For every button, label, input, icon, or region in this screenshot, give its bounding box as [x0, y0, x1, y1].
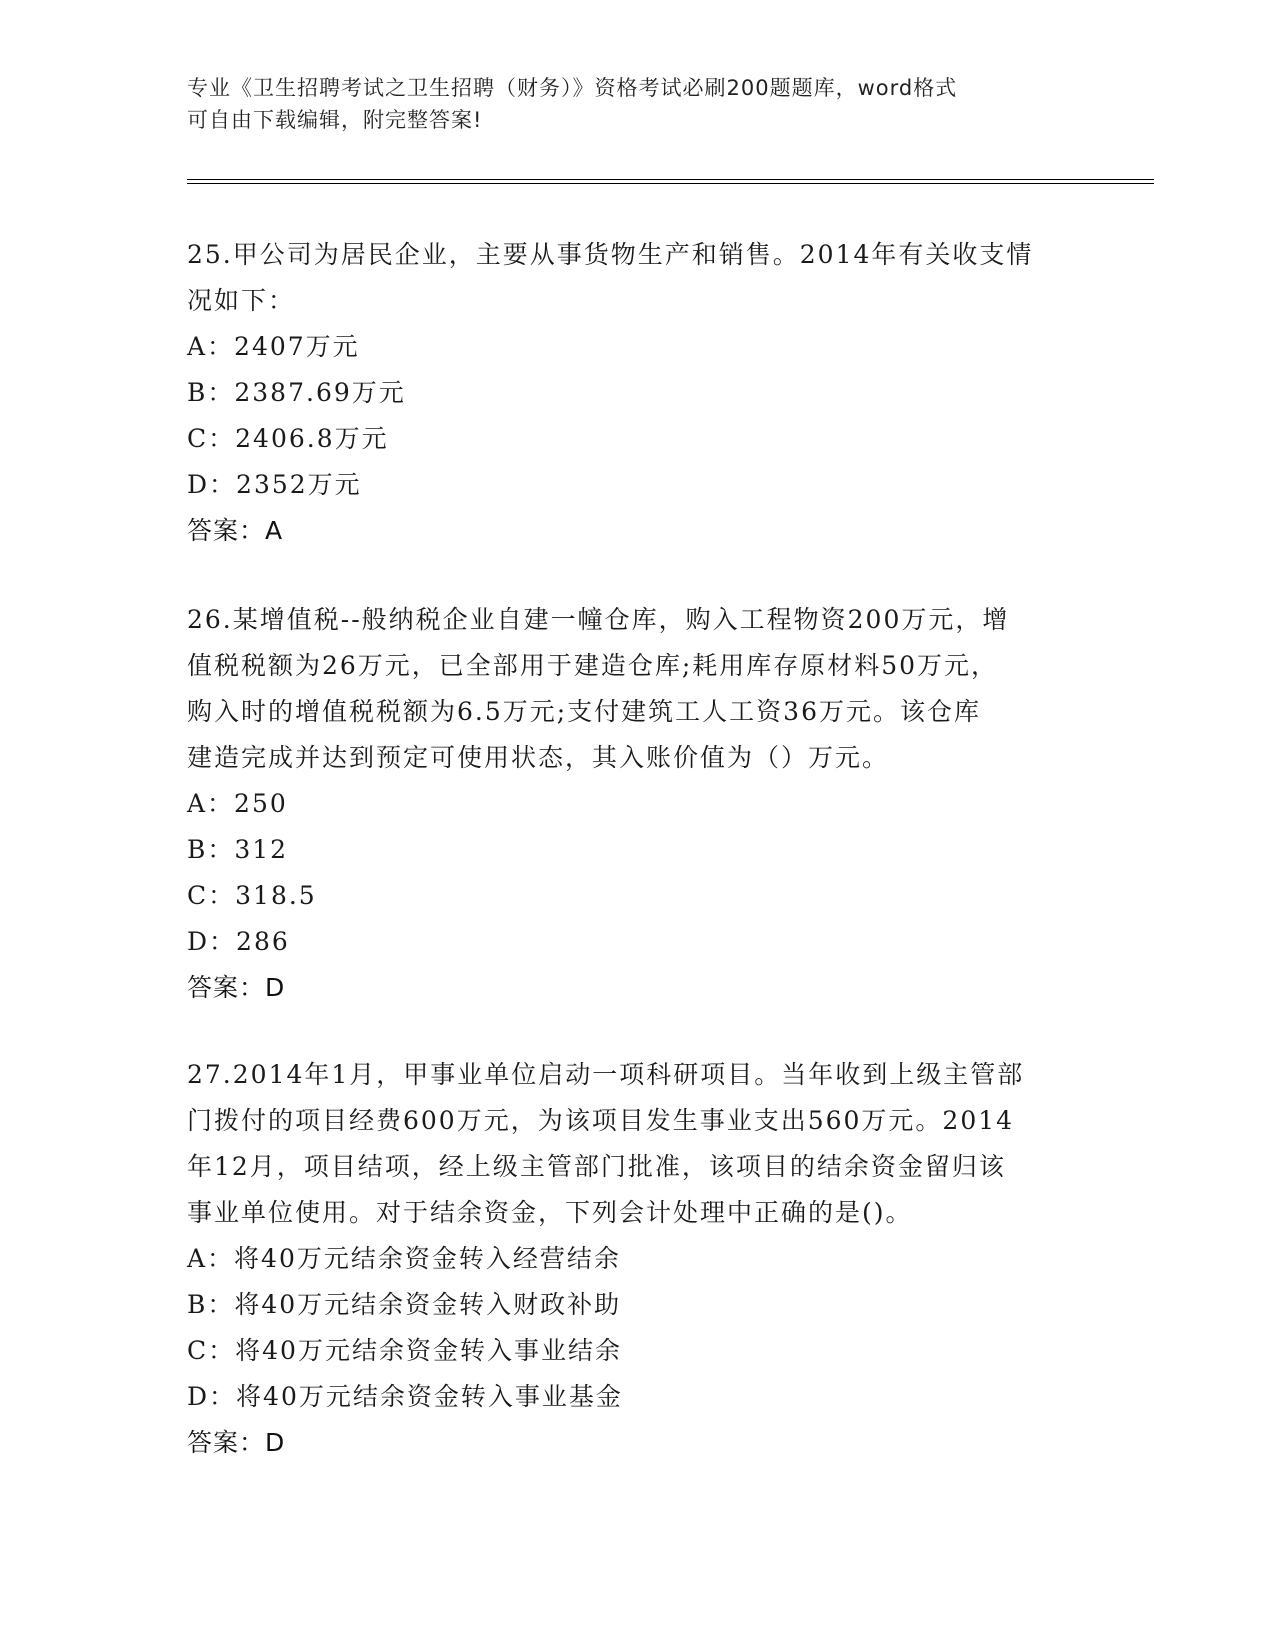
option-d: D：将40万元结余资金转入事业基金 [187, 1382, 623, 1411]
header-divider-bottom [187, 183, 1154, 184]
header-line-2: 可自由下载编辑，附完整答案! [187, 108, 483, 132]
question-text-line: 25.甲公司为居民企业，主要从事货物生产和销售。2014年有关收支情 [187, 240, 1034, 269]
option-c: C：318.5 [187, 881, 317, 910]
question-27 [187, 1052, 1087, 1466]
option-a: A：250 [187, 789, 288, 818]
option-b: B：将40万元结余资金转入财政补助 [187, 1290, 622, 1319]
option-b: B：2387.69万元 [187, 378, 406, 407]
question-26 [187, 597, 1087, 1011]
option-c: C：2406.8万元 [187, 424, 389, 453]
option-d: D：2352万元 [187, 470, 362, 499]
question-text-line: 事业单位使用。对于结余资金，下列会计处理中正确的是()。 [187, 1198, 913, 1227]
question-text-line: 26.某增值税--般纳税企业自建一幢仓库，购入工程物资200万元，增 [187, 605, 1010, 634]
answer-label: 答案：A [187, 516, 284, 545]
question-text-line: 况如下： [187, 286, 296, 315]
question-text-line: 购入时的增值税税额为6.5万元;支付建筑工人工资36万元。该仓库 [187, 697, 981, 726]
question-text-line: 值税税额为26万元，已全部用于建造仓库;耗用库存原材料50万元， [187, 651, 999, 680]
option-c: C：将40万元结余资金转入事业结余 [187, 1336, 622, 1365]
option-b: B：312 [187, 835, 289, 864]
option-a: A：将40万元结余资金转入经营结余 [187, 1244, 621, 1273]
question-text-line: 27.2014年1月，甲事业单位启动一项科研项目。当年收到上级主管部 [187, 1060, 1025, 1089]
answer-label: 答案：D [187, 1428, 286, 1457]
header-line-1: 专业《卫生招聘考试之卫生招聘（财务）》资格考试必刷200题题库，word格式 [187, 76, 958, 100]
question-text-line: 建造完成并达到预定可使用状态，其入账价值为（）万元。 [187, 743, 890, 772]
option-a: A：2407万元 [187, 332, 360, 361]
option-d: D：286 [187, 927, 290, 956]
document-header [187, 72, 1087, 136]
question-text-line: 门拨付的项目经费600万元，为该项目发生事业支出560万元。2014 [187, 1106, 1015, 1135]
question-25 [187, 232, 1087, 554]
question-text-line: 年12月，项目结项，经上级主管部门批准，该项目的结余资金留归该 [187, 1152, 1006, 1181]
answer-label: 答案：D [187, 973, 286, 1002]
header-divider-top [187, 179, 1154, 180]
